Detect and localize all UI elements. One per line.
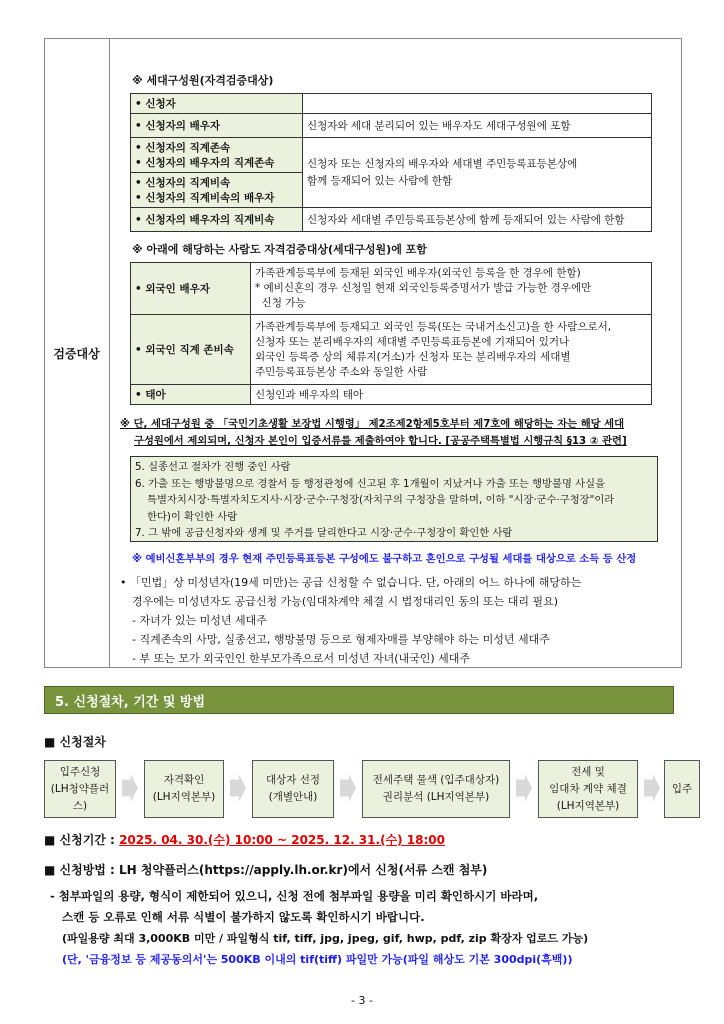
row-spouse-descendants-desc: 신청자와 세대별 주민등록표등본상에 함께 등재되어 있는 사람에 한함	[303, 208, 652, 232]
exclusion-item-6-cont2: 한다)이 확인한 사람	[147, 510, 238, 523]
verification-label: 검증대상	[44, 38, 110, 668]
row-ascendants: • 신청자의 직계존속 • 신청자의 배우자의 직계존속	[131, 138, 303, 173]
newlywed-note: ※ 예비신혼부부의 경우 현재 주민등록표등본 구성에도 불구하고 혼인으로 구성될 세대를 대상으로 소득 등 산정	[132, 553, 637, 565]
row-foreign-spouse-desc: 가족관계등록부에 등재된 외국인 배우자(외국인 등록을 한 경우에 한함) * 예비신혼의 경우 신청일 현재 외국인등록증명서가 발급 가능한 경우에만 신청 가능	[251, 263, 652, 315]
flow-arrow-icon	[340, 774, 356, 802]
flow-step-search: 전세주택 물색 (입주대상자) 권리분석 (LH지역본부)	[362, 760, 510, 818]
exclusion-item-7: 7. 그 밖에 공급신청자와 생계 및 주거를 달리한다고 시장·군수·구청장이 확인한 사람	[135, 527, 513, 539]
flow-step-select: 대상자 선정 (개별안내)	[252, 760, 334, 818]
section5-title: 5. 신청절차, 기간 및 방법	[44, 686, 674, 714]
also-included-table	[130, 262, 652, 405]
row-foreign-relatives-desc: 가족관계등록부에 등재되고 외국인 등록(또는 국내거소신고)을 한 사람으로서, 신청자 또는 분리배우자의 세대별 주민등록표등본에 기재되어 있거나 외국인 등록증 상의 체류지(거소)가 신청자 또는 분리배우자의 세대별 주민등록표등본상 주소와 동일한 사람	[251, 315, 652, 385]
row-fetus: • 태아	[131, 385, 251, 405]
flow-arrow-icon	[644, 774, 660, 802]
flow-arrow-icon	[516, 774, 532, 802]
period-row	[44, 831, 445, 848]
method-details: - 첨부파일의 용량, 형식이 제한되어 있으니, 신청 전에 첨부파일 용량을 미리 확인하시기 바라며, 스캔 등 오류로 인해 서류 식별이 불가하지 않도록 확인하시기 바랍니다. (파일용량 최대 3,000KB 미만 / 파일형식 tif, tiff, jpg, jpeg, gif, hwp, pdf, zip 확장자 업로드 가능) (단, '금융정보 등 제공동의서'는 500KB 이내의 tif(tiff) 파일만 가능(파일 해상도 기본 300dpi(흑백))	[50, 889, 589, 966]
minor-rules: • 「민법」상 미성년자(19세 미만)는 공급 신청할 수 없습니다. 단, 아래의 어느 하나에 해당하는 경우에는 미성년자도 공급신청 가능(임대차계약 체결 시 법정대리인 동의 또는 대리 필요) - 자녀가 있는 미성년 세대주 - 직계존속의 사망, 실종선고, 행방불명 등으로 형제자매를 부양해야 하는 미성년 세대주 - 부 또는 모가 외국인인 한부모가족으로서 미성년 자녀(내국인) 세대주	[120, 576, 582, 665]
flow-step-move-in: 입주	[664, 760, 700, 818]
exclusion-list-box	[130, 456, 658, 542]
period-label: ■ 신청기간 :	[44, 833, 115, 847]
row-foreign-relatives: • 외국인 직계 존비속	[131, 315, 251, 385]
also-included-title: ※ 아래에 해당하는 사람도 자격검증대상(세대구성원)에 포함	[132, 243, 427, 256]
row-descendants: • 신청자의 직계비속 • 신청자의 직계비속의 배우자	[131, 173, 303, 208]
flow-arrow-icon	[230, 774, 246, 802]
row-spouse-descendants: • 신청자의 배우자의 직계비속	[131, 208, 303, 232]
flow-step-apply: 입주신청 (LH청약플러스)	[44, 760, 116, 818]
row-foreign-spouse: • 외국인 배우자	[131, 263, 251, 315]
exclusion-note-2: 구성원에서 제외되며, 신청자 본인이 입증서류를 제출하여야 합니다. [공공주택특별법 시행규칙 §13 ② 관련]	[134, 435, 627, 447]
row-spouse-desc: 신청자와 세대 분리되어 있는 배우자도 세대구성원에 포함	[303, 114, 652, 138]
household-table	[130, 93, 652, 232]
flow-step-contract: 전세 및 임대차 계약 체결 (LH지역본부)	[538, 760, 638, 818]
procedure-title: ■ 신청절차	[44, 735, 106, 749]
flow-arrow-icon	[122, 774, 138, 802]
row-applicant: • 신청자	[131, 94, 303, 114]
exclusion-note-1: ※ 단, 세대구성원 중 「국민기초생활 보장법 시행령」 제2조제2항제5호부터 제7호에 해당하는 자는 해당 세대	[120, 418, 625, 430]
method-label: ■ 신청방법 : LH 청약플러스(https://apply.lh.or.kr)에서 신청(서류 스캔 첨부)	[44, 863, 488, 877]
exclusion-item-6: 6. 가출 또는 행방불명으로 경찰서 등 행정관청에 신고된 후 1개월이 지났거나 가출 또는 행방불명 사실을	[135, 477, 606, 490]
row-ascendants-desc: 신청자 또는 신청자의 배우자와 세대별 주민등록표등본상에 함께 등재되어 있는 사람에 한함	[303, 138, 652, 208]
period-value: 2025. 04. 30.(수) 10:00 ~ 2025. 12. 31.(수) 18:00	[119, 833, 446, 847]
row-spouse: • 신청자의 배우자	[131, 114, 303, 138]
exclusion-item-6-cont: 특별자치시장·특별자치도지사·시장·군수·구청장(자치구의 구청장을 말하며, 이하 "시장·군수·구청장"이라	[147, 494, 615, 506]
household-title: ※ 세대구성원(자격검증대상)	[132, 74, 274, 87]
flow-step-verify: 자격확인 (LH지역본부)	[144, 760, 224, 818]
row-fetus-desc: 신청인과 배우자의 태아	[251, 385, 652, 405]
row-applicant-desc	[303, 94, 652, 114]
page-number: - 3 -	[351, 994, 373, 1007]
exclusion-item-5: 5. 실종선고 절차가 진행 중인 사람	[135, 461, 291, 473]
